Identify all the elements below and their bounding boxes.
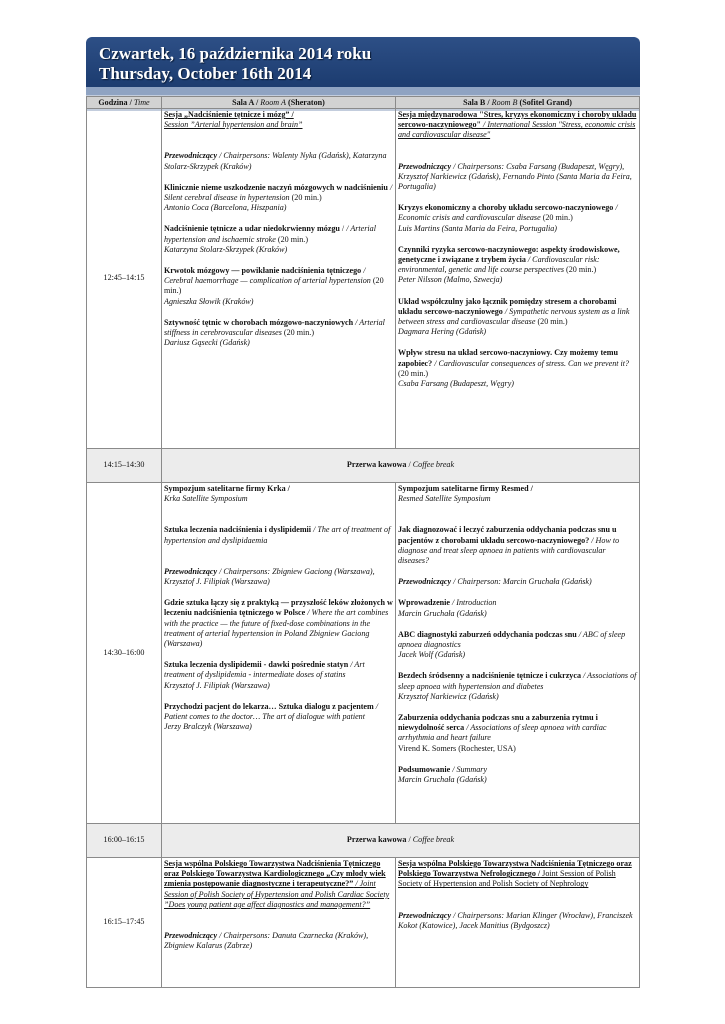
- talk: Sztuka leczenia nadciśnienia i dyslipidemii / The art of treatment of hypertension and dyslipidaemia: [164, 525, 391, 545]
- session-title: Sesja „Nadciśnienie tętnicze i mózg” / Session ”Arterial hypertension and brain”: [164, 110, 303, 130]
- col-time-header: Godzina / Time: [87, 97, 162, 109]
- chairpersons: Przewodniczący / Chairpersons: Marian Klinger (Wrocław), Franciszek Kokot (Katowice), Jacek Manitius (Bydgoszcz): [398, 910, 633, 930]
- break-row: [87, 449, 640, 483]
- talk: Wpływ stresu na układ sercowo-naczyniowy. Czy możemy temu zapobiec? / Cardiovascular consequences of stress. Can we prevent it? (20 min.) Csaba Farsang (Budapeszt, Węgry): [398, 348, 630, 389]
- session-title: Sympozjum satelitarne firmy Krka / Krka Satellite Symposium: [164, 484, 290, 504]
- break-label: Przerwa kawowa / Coffee break: [162, 449, 640, 483]
- room-a-cell: [162, 109, 396, 449]
- session-title: Sesja wspólna Polskiego Towarzystwa Nadciśnienia Tętniczego oraz Polskiego Towarzystwa Nefrologicznego / Joint Session of Polish Society of Hypertension and Polish Society of Nephrology: [398, 859, 632, 889]
- talk: Krwotok mózgowy — powikłanie nadciśnienia tętniczego / Cerebral haemorrhage — complication of arterial hypertension (20 min.) Agnieszka Słowik (Kraków): [164, 266, 384, 306]
- slot-time: 14:30–16:00: [87, 483, 162, 824]
- room-b-cell: [396, 109, 640, 449]
- col-room-a-header: Sala A / Room A (Sheraton): [162, 97, 396, 109]
- talk: Zaburzenia oddychania podczas snu a zaburzenia rytmu i niewydolność serca / Associations of sleep apnoea with cardiac arrhythmia and heart failure Virend K. Somers (Rochester, USA): [398, 713, 607, 753]
- room-a-cell: [162, 858, 396, 988]
- chairpersons: Przewodniczący / Chairperson: Marcin Gruchała (Gdańsk): [398, 577, 592, 587]
- break-label: Przerwa kawowa / Coffee break: [162, 824, 640, 858]
- talk: Bezdech śródsenny a nadciśnienie tętnicze i cukrzyca / Associations of sleep apnoea with hypertension and diabetes Krzysztof Narkiewicz (Gdańsk): [398, 671, 637, 701]
- chairpersons: Przewodniczący / Chairpersons: Zbigniew Gaciong (Warszawa), Krzysztof J. Filipiak (Warszawa): [164, 566, 375, 587]
- talk: Nadciśnienie tętnicze a udar niedokrwienny mózgu / / Arterial hypertension and ischaemic stroke (20 min.) Katarzyna Stolarz-Skrzypek (Kraków): [164, 224, 376, 254]
- talk: Czynniki ryzyka sercowo-naczyniowego: aspekty środowiskowe, genetyczne i związane z trybem życia / Cardiovascular risk: environmental, genetic and life course perspectives (20 min.) Peter Nilsson (Malmo, Szwecja): [398, 244, 620, 285]
- col-room-b-header: Sala B / Room B (Sofitel Grand): [396, 97, 640, 109]
- room-b-cell: [396, 858, 640, 988]
- room-a-cell: [162, 483, 396, 824]
- date-title-pl: Czwartek, 16 października 2014 roku: [99, 44, 372, 63]
- talk: Klinicznie nieme uszkodzenie naczyń mózgowych w nadciśnieniu / Silent cerebral disease in hypertension (20 min.) Antonio Coca (Barcelona, Hiszpania): [164, 182, 393, 213]
- session-title: Sympozjum satelitarne firmy Resmed / Resmed Satellite Symposium: [398, 484, 533, 504]
- break-time: 14:15–14:30: [87, 449, 162, 483]
- chairpersons: Przewodniczący / Chairpersons: Csaba Farsang (Budapeszt, Węgry), Krzysztof Narkiewicz (Gdańsk), Fernando Pinto (Santa Maria da Feira, Portugalia): [398, 161, 632, 192]
- program-table: [86, 96, 640, 988]
- talk: Przychodzi pacjent do lekarza… Sztuka dialogu z pacjentem / Patient comes to the doctor… The art of dialogue with patient Jerzy Bralczyk (Warszawa): [164, 701, 379, 732]
- header-row: [87, 97, 640, 109]
- date-title-en: Thursday, October 16th 2014: [99, 64, 312, 83]
- session-title: Sesja międzynarodowa "Stres, kryzys ekonomiczny i choroby układu sercowo-naczyniowego" / International Session "Stress, economic crisis and cardiovascular disease": [398, 110, 637, 140]
- talk: Sztywność tętnic w chorobach mózgowo-naczyniowych / Arterial stiffness in cerebrovascular diseases (20 min.) Dariusz Gąsecki (Gdańsk): [164, 317, 385, 348]
- slot-time: 16:15–17:45: [87, 858, 162, 988]
- slot-row: [87, 109, 640, 449]
- break-row: [87, 824, 640, 858]
- slot-row: [87, 483, 640, 824]
- slot-time: 12:45–14:15: [87, 109, 162, 449]
- talk: Wprowadzenie / Introduction Marcin Gruchała (Gdańsk): [398, 598, 497, 618]
- banner-stripe: [86, 87, 640, 95]
- slot-row: [87, 858, 640, 988]
- talk: Układ współczulny jako łącznik pomiędzy stresem a chorobami układu sercowo-naczyniowego / Sympathetic nervous system as a link between stress and cardiovascular disease (20 min.) Dagmara Hering (Gdańsk): [398, 296, 630, 337]
- talk: Sztuka leczenia dyslipidemii - dawki pośrednie statyn / Art treatment of dyslipidemia - intermediate doses of statins Krzysztof J. Filipiak (Warszawa): [164, 660, 365, 690]
- chairpersons: Przewodniczący / Chairpersons: Walenty Nyka (Gdańsk), Katarzyna Stolarz-Skrzypek (Kraków): [164, 151, 387, 171]
- talk: ABC diagnostyki zaburzeń oddychania podczas snu / ABC of sleep apnoea diagnostics Jacek Wolf (Gdańsk): [398, 629, 626, 660]
- talk: Podsumowanie / Summary Marcin Gruchała (Gdańsk): [398, 764, 488, 785]
- break-time: 16:00–16:15: [87, 824, 162, 858]
- room-b-cell: [396, 483, 640, 824]
- talk: Kryzys ekonomiczny a choroby układu sercowo-naczyniowego / Economic crisis and cardiovascular disease (20 min.) Luis Martins (Santa Maria da Feira, Portugalia): [398, 203, 618, 233]
- talk: Gdzie sztuka łączy się z praktyką — przyszłość leków złożonych w leczeniu nadciśnienia tętniczego w Polsce / Where the art combines with the practice — the future of fixed-dose combinations in the treatment of arterial hypertension in Poland Zbigniew Gaciong (Warszawa): [164, 598, 393, 649]
- chairpersons: Przewodniczący / Chairpersons: Danuta Czarnecka (Kraków), Zbigniew Kalarus (Zabrze): [164, 931, 369, 951]
- talk: Jak diagnozować i leczyć zaburzenia oddychania podczas snu u pacjentów z chorobami układu sercowo-naczyniowego? / How to diagnose and treat sleep apnoea in patients with cardiovascular diseases?: [398, 525, 620, 566]
- session-title: Sesja wspólna Polskiego Towarzystwa Nadciśnienia Tętniczego oraz Polskiego Towarzystwa Kardiologicznego „Czy młody wiek zmienia postępowanie diagnostyczne i terapeutyczne?” / Joint Session of Polish Society of Hypertension and Polish Cardiac Society ”Does young patient age affect diagnostics and management?”: [164, 859, 390, 909]
